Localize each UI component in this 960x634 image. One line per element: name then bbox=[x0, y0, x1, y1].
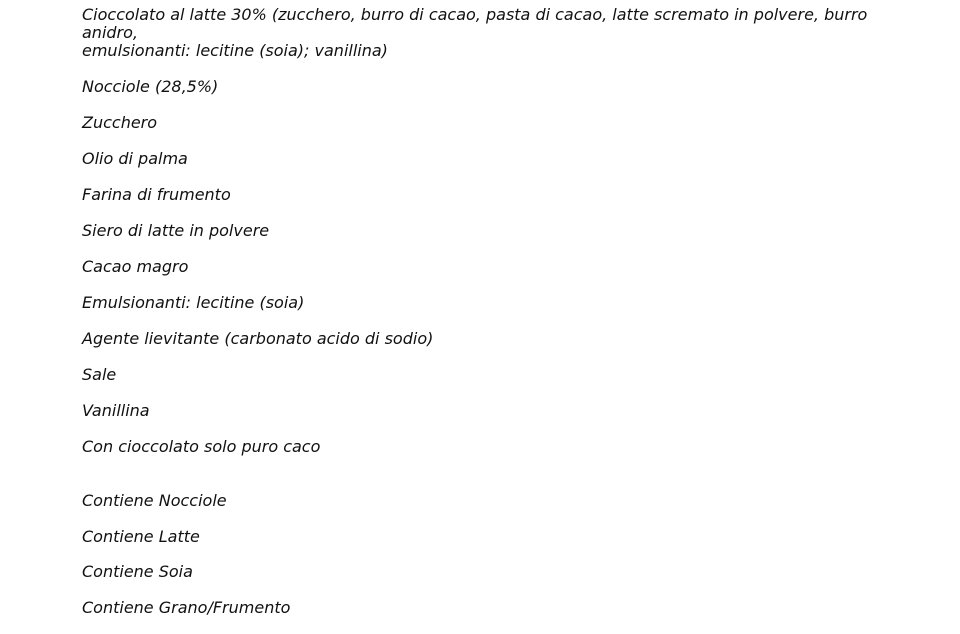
ingredient-line: Sale bbox=[82, 365, 117, 384]
ingredient-line: Cioccolato al latte 30% (zucchero, burro di cacao, pasta di cacao, latte scremato in polvere, burro anidro, emulsionanti: lecitine (soia); vanillina) bbox=[82, 5, 868, 60]
allergen-item: Contiene Grano/Frumento bbox=[82, 597, 291, 617]
ingredient-line: Zucchero bbox=[82, 113, 158, 132]
allergen-item: Contiene Latte bbox=[82, 526, 200, 546]
allergen-item: Contiene Nocciole bbox=[82, 491, 227, 510]
ingredient-line: Con cioccolato solo puro caco bbox=[82, 437, 321, 456]
ingredient-line: Nocciole (28,5%) bbox=[82, 77, 219, 96]
ingredient-line: Emulsionanti: lecitine (soia) bbox=[82, 293, 305, 312]
ingredient-line: Agente lievitante (carbonato acido di sodio) bbox=[82, 329, 434, 348]
ingredient-line: Olio di palma bbox=[82, 149, 188, 168]
allergen-list bbox=[82, 474, 922, 634]
ingredient-line: Vanillina bbox=[82, 401, 150, 420]
ingredient-line: Farina di frumento bbox=[82, 185, 231, 204]
ingredient-line: Cacao magro bbox=[82, 257, 189, 276]
ingredient-line: Siero di latte in polvere bbox=[82, 221, 270, 240]
allergen-item: Contiene Soia bbox=[82, 562, 193, 581]
